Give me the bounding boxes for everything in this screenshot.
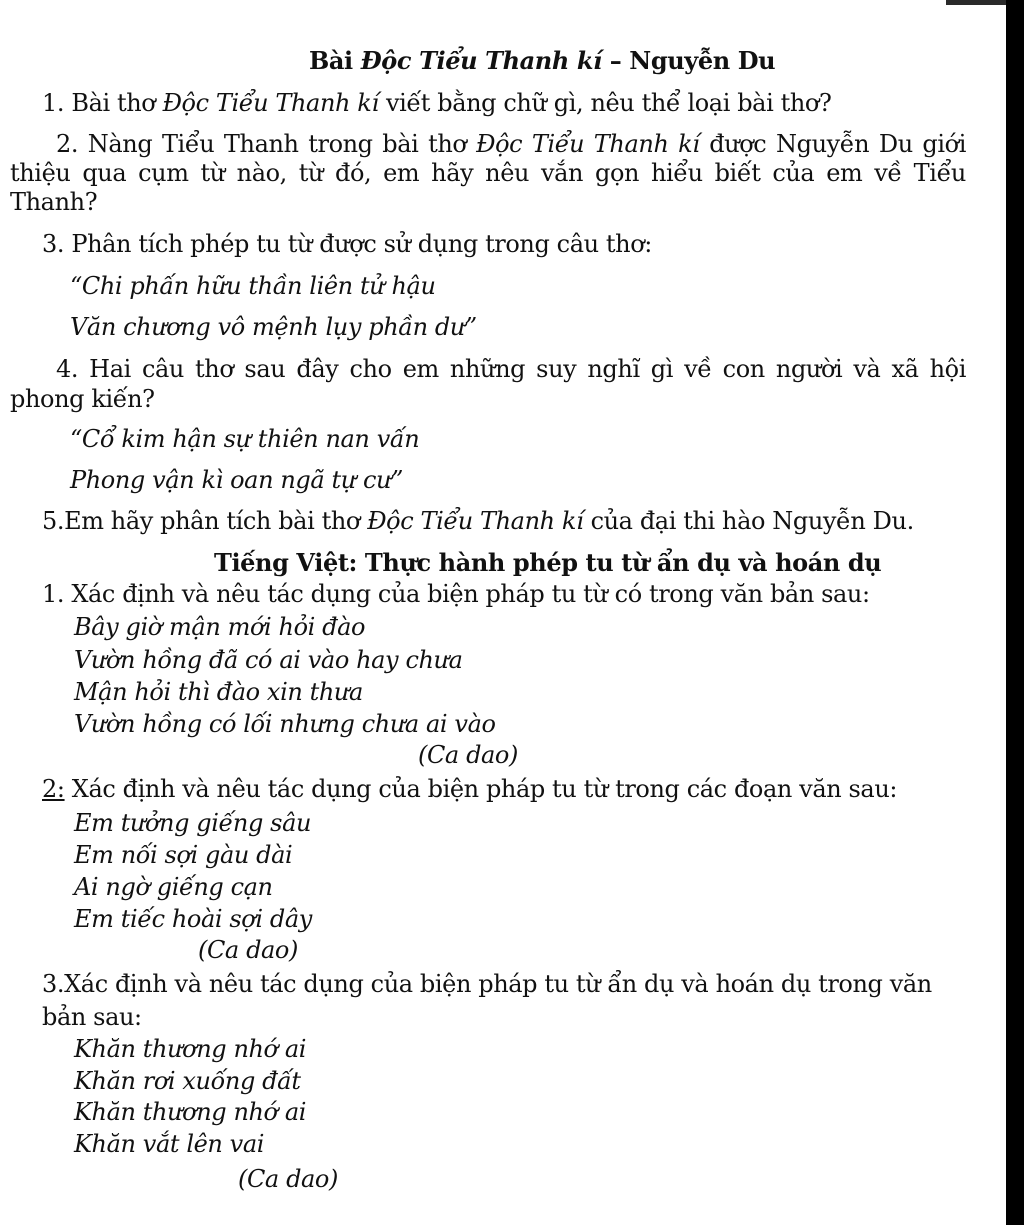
ex1-source: (Ca dao) xyxy=(418,741,518,769)
q5-text-a: 5.Em hãy phân tích bài thơ xyxy=(42,507,368,535)
ex1-verse-line: Vườn hồng đã có ai vào hay chưa xyxy=(74,646,463,674)
q5-poem-name: Độc Tiểu Thanh kí xyxy=(367,507,584,535)
ex3-verse-line: Khăn vắt lên vai xyxy=(74,1130,265,1158)
ex3-verse-line: Khăn thương nhớ ai xyxy=(74,1035,307,1063)
q2-text-b: được Nguyễn Du giới xyxy=(699,130,966,158)
ex3-source: (Ca dao) xyxy=(238,1165,338,1193)
ex2-verse-line: Em nối sợi gàu dài xyxy=(74,841,293,869)
ex3-verse-line: Khăn thương nhớ ai xyxy=(74,1098,307,1126)
question-2-line-3: Thanh? xyxy=(10,188,98,216)
question-2-line-1 xyxy=(56,129,966,159)
q2-poem-name: Độc Tiểu Thanh kí xyxy=(476,130,700,158)
ex1-verse-line: Vườn hồng có lối nhưng chưa ai vào xyxy=(74,710,496,738)
q4-verse-1: “Cổ kim hận sự thiên nan vấn xyxy=(70,425,420,453)
ex3-verse-line: Khăn rơi xuống đất xyxy=(74,1067,301,1095)
ex2-text: Xác định và nêu tác dụng của biện pháp tu từ trong các đoạn văn sau: xyxy=(64,775,898,803)
question-1 xyxy=(42,88,831,118)
q3-verse-2: Văn chương vô mệnh lụy phần dư” xyxy=(70,313,477,341)
ex2-verse-line: Em tưởng giếng sâu xyxy=(74,809,312,837)
exercise-2 xyxy=(42,774,897,804)
q5-text-b: của đại thi hào Nguyễn Du. xyxy=(583,507,914,535)
ex2-verse-line: Ai ngờ giếng cạn xyxy=(74,873,273,901)
question-3: 3. Phân tích phép tu từ được sử dụng trong câu thơ: xyxy=(42,230,652,258)
title-poem-name: Độc Tiểu Thanh kí xyxy=(360,46,602,75)
q3-verse-1: “Chi phấn hữu thần liên tử hậu xyxy=(70,272,436,300)
q2-text-a: 2. Nàng Tiểu Thanh trong bài thơ xyxy=(56,130,477,158)
exercise-1: 1. Xác định và nêu tác dụng của biện pháp tu từ có trong văn bản sau: xyxy=(42,580,870,608)
window-edge xyxy=(946,0,1006,5)
ex1-verse-line: Bây giờ mận mới hỏi đào xyxy=(74,613,366,641)
q1-poem-name: Độc Tiểu Thanh kí xyxy=(162,89,379,117)
title-author: – Nguyễn Du xyxy=(601,46,776,75)
section2-title: Tiếng Việt: Thực hành phép tu từ ẩn dụ và hoán dụ xyxy=(214,548,882,577)
exercise-3-line-2: bản sau: xyxy=(42,1003,142,1031)
q1-text-a: 1. Bài thơ xyxy=(42,89,163,117)
ex2-source: (Ca dao) xyxy=(198,936,298,964)
exercise-3-line-1: 3.Xác định và nêu tác dụng của biện pháp tu từ ẩn dụ và hoán dụ trong văn xyxy=(42,970,932,998)
q1-text-b: viết bằng chữ gì, nêu thể loại bài thơ? xyxy=(378,89,832,117)
question-4-line-2: phong kiến? xyxy=(10,385,155,413)
section1-title xyxy=(309,46,775,76)
ex2-verse-line: Em tiếc hoài sợi dây xyxy=(74,905,312,933)
question-2-line-2: thiệu qua cụm từ nào, từ đó, em hãy nêu vắn gọn hiểu biết của em về Tiểu xyxy=(10,159,966,187)
title-prefix: Bài xyxy=(309,46,361,75)
ex1-verse-line: Mận hỏi thì đào xin thưa xyxy=(74,678,363,706)
question-5 xyxy=(42,506,914,536)
q4-verse-2: Phong vận kì oan ngã tự cư” xyxy=(70,466,404,494)
question-4-line-1: 4. Hai câu thơ sau đây cho em những suy nghĩ gì về con người và xã hội xyxy=(56,355,966,383)
ex2-number: 2: xyxy=(42,775,65,803)
